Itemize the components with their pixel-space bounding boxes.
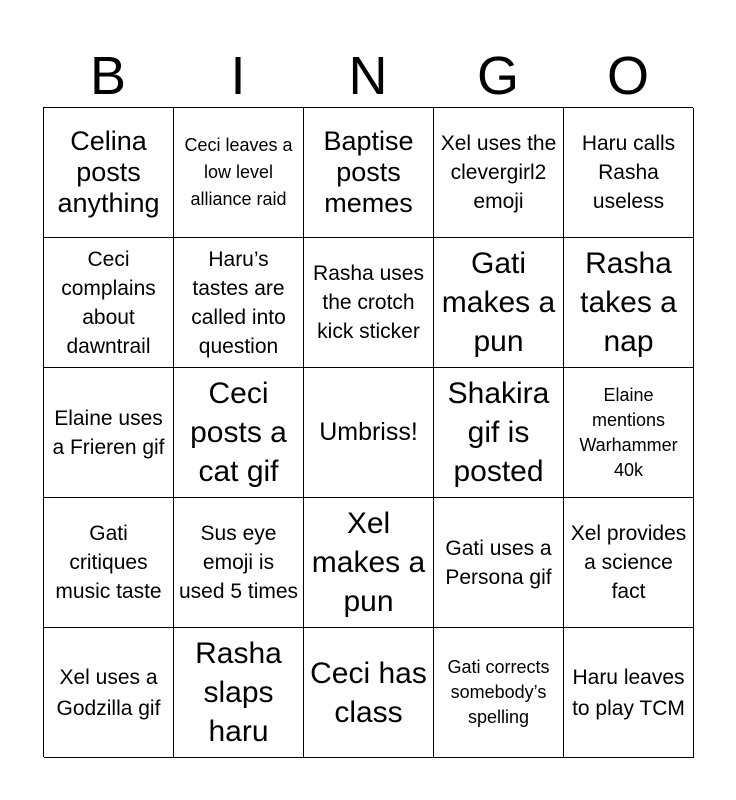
cell-text: Ceci has class xyxy=(310,656,427,729)
cell-text: Xel uses a Godzilla gif xyxy=(56,665,161,720)
cell-text: Shakira gif is posted xyxy=(447,377,550,488)
bingo-cell[interactable] xyxy=(304,628,434,758)
bingo-cell[interactable] xyxy=(304,238,434,368)
header-letter-b: B xyxy=(89,46,127,106)
bingo-cell[interactable] xyxy=(174,498,304,628)
cell-text: Xel uses the clevergirl2 emoji xyxy=(440,132,557,213)
header-letter-n: N xyxy=(348,46,388,106)
cell-text: Elaine uses a Frieren gif xyxy=(52,406,165,459)
cell-text: Rasha takes a nap xyxy=(580,247,677,358)
bingo-header xyxy=(43,44,693,108)
bingo-cell[interactable] xyxy=(44,498,174,628)
cell-text: Ceci posts a cat gif xyxy=(190,377,287,488)
bingo-cell[interactable] xyxy=(174,628,304,758)
bingo-cell[interactable] xyxy=(174,238,304,368)
bingo-cell[interactable] xyxy=(564,498,694,628)
bingo-cell[interactable] xyxy=(434,238,564,368)
cell-text: Xel makes a pun xyxy=(311,507,426,618)
bingo-cell[interactable] xyxy=(304,498,434,628)
cell-text: Haru calls Rasha useless xyxy=(581,132,676,213)
bingo-cell[interactable] xyxy=(44,628,174,758)
cell-text: Rasha uses the crotch kick sticker xyxy=(313,262,424,343)
bingo-cell[interactable] xyxy=(564,238,694,368)
cell-text: Haru’s tastes are called into question xyxy=(191,247,286,358)
bingo-cell[interactable] xyxy=(174,368,304,498)
cell-text: Gati makes a pun xyxy=(441,247,556,358)
cell-text: Haru leaves to play TCM xyxy=(572,665,685,720)
cell-text: Ceci leaves a low level alliance raid xyxy=(184,135,293,209)
header-letter-i: I xyxy=(230,46,246,106)
cell-text: Sus eye emoji is used 5 times xyxy=(178,522,299,603)
cell-text: Celina posts anything xyxy=(57,126,160,218)
bingo-grid xyxy=(43,107,693,757)
bingo-cell[interactable] xyxy=(434,108,564,238)
bingo-cell[interactable] xyxy=(304,108,434,238)
bingo-cell[interactable] xyxy=(434,498,564,628)
cell-text: Rasha slaps haru xyxy=(195,637,282,748)
cell-text: Gati corrects somebody’s spelling xyxy=(447,657,550,727)
cell-text: Ceci complains about dawntrail xyxy=(61,247,156,358)
bingo-cell-free-space[interactable] xyxy=(304,368,434,498)
bingo-cell[interactable] xyxy=(564,368,694,498)
header-letter-g: G xyxy=(476,46,519,106)
bingo-cell[interactable] xyxy=(564,108,694,238)
cell-text: Gati uses a Persona gif xyxy=(445,536,552,589)
cell-text: Xel provides a science fact xyxy=(570,522,687,603)
bingo-cell[interactable] xyxy=(564,628,694,758)
cell-text: Baptise posts memes xyxy=(323,126,414,218)
bingo-cell[interactable] xyxy=(44,368,174,498)
bingo-cell[interactable] xyxy=(44,238,174,368)
cell-text: Elaine mentions Warhammer 40k xyxy=(579,384,678,480)
bingo-cell[interactable] xyxy=(174,108,304,238)
cell-text: Gati critiques music taste xyxy=(55,522,162,603)
cell-text: Umbriss! xyxy=(319,418,418,446)
bingo-cell[interactable] xyxy=(434,628,564,758)
bingo-cell[interactable] xyxy=(44,108,174,238)
bingo-cell[interactable] xyxy=(434,368,564,498)
header-letter-o: O xyxy=(606,46,649,106)
